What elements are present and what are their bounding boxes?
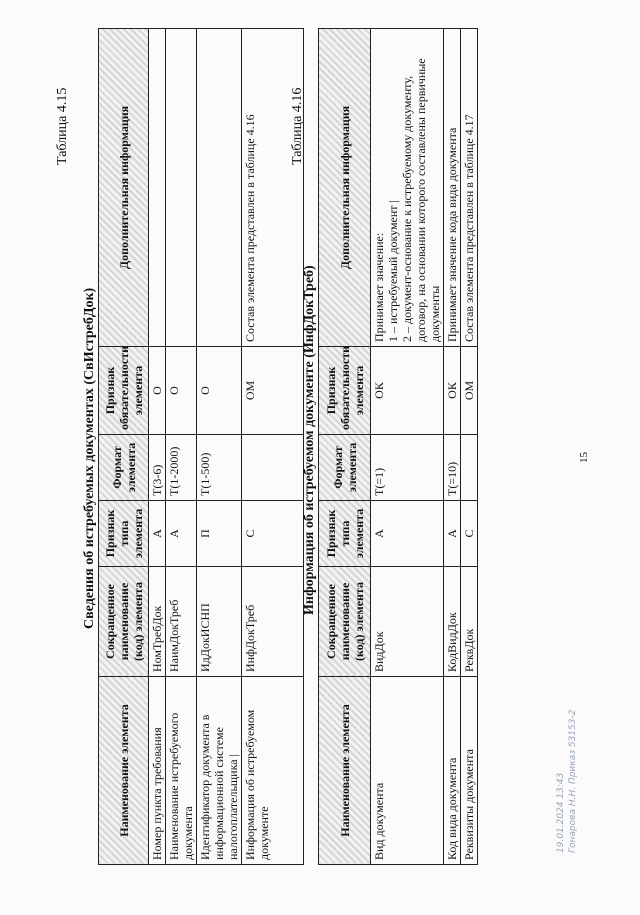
table-cell bbox=[166, 29, 197, 347]
table-416-title: Информация об истребуемом документе (ИнфДокТреб) bbox=[302, 265, 317, 615]
table-cell: ИнфДокТреб bbox=[242, 567, 304, 677]
table-cell bbox=[197, 29, 242, 347]
page-number: 15 bbox=[578, 452, 590, 463]
table-row bbox=[371, 29, 444, 865]
table-row bbox=[166, 29, 197, 865]
table-cell: ОМ bbox=[242, 347, 304, 435]
table-cell: Принимает значение: 1 – истребуемый документ | 2 – документ-основание к истребуемому документу, договор, на основании которого составлены первичные документы bbox=[371, 29, 444, 347]
table-415-header-cell: Дополнительная информация bbox=[99, 29, 149, 347]
table-row bbox=[444, 29, 461, 865]
table-415-caption: Таблица 4.15 bbox=[55, 87, 70, 165]
table-cell: Состав элемента представлен в таблице 4.16 bbox=[242, 29, 304, 347]
table-row bbox=[197, 29, 242, 865]
table-cell: А bbox=[444, 501, 461, 567]
table-cell: А bbox=[149, 501, 166, 567]
table-416-header-cell: Признак типа элемента bbox=[319, 501, 371, 567]
table-415-header-cell: Формат элемента bbox=[99, 435, 149, 501]
table-cell: П bbox=[197, 501, 242, 567]
table-416-header-cell: Формат элемента bbox=[319, 435, 371, 501]
table-416-header-cell: Наименование элемента bbox=[319, 677, 371, 865]
table-cell: Реквизиты документа bbox=[461, 677, 478, 865]
table-415-header-cell: Наименование элемента bbox=[99, 677, 149, 865]
table-cell: С bbox=[461, 501, 478, 567]
table-cell: Номер пункта требования bbox=[149, 677, 166, 865]
table-415-header-cell: Признак типа элемента bbox=[99, 501, 149, 567]
table-415-header-cell: Признак обязательности элемента bbox=[99, 347, 149, 435]
table-cell: Вид документа bbox=[371, 677, 444, 865]
table-cell bbox=[461, 435, 478, 501]
table-416-caption: Таблица 4.16 bbox=[290, 87, 305, 165]
table-cell: РеквДок bbox=[461, 567, 478, 677]
table-cell: ИдДокИСНП bbox=[197, 567, 242, 677]
table-cell: Наименование истребуемого документа bbox=[166, 677, 197, 865]
table-415-header-cell: Сокращенное наименование (код) элемента bbox=[99, 567, 149, 677]
table-cell: Информация об истребуемом документе bbox=[242, 677, 304, 865]
table-cell: О bbox=[149, 347, 166, 435]
table-cell: ОК bbox=[444, 347, 461, 435]
signature-stamp-date: 19.01.2024 13:43 bbox=[556, 772, 566, 853]
table-415 bbox=[98, 28, 304, 865]
table-cell: T(1-2000) bbox=[166, 435, 197, 501]
table-cell: А bbox=[166, 501, 197, 567]
table-cell: С bbox=[242, 501, 304, 567]
table-cell: А bbox=[371, 501, 444, 567]
table-cell: T(=1) bbox=[371, 435, 444, 501]
table-cell: ОМ bbox=[461, 347, 478, 435]
table-415-title: Сведения об истребуемых документах (СвИстребДок) bbox=[82, 287, 97, 629]
signature-stamp-name: Гонарова Н.Н. Приказ 53153-2 bbox=[568, 709, 578, 853]
table-cell: ВидДок bbox=[371, 567, 444, 677]
table-cell: О bbox=[166, 347, 197, 435]
table-cell: О bbox=[197, 347, 242, 435]
table-cell bbox=[242, 435, 304, 501]
table-cell: Идентификатор документа в информационной системе налогоплательщика | bbox=[197, 677, 242, 865]
table-416 bbox=[318, 28, 478, 865]
table-row bbox=[461, 29, 478, 865]
table-cell: T(=10) bbox=[444, 435, 461, 501]
table-row bbox=[149, 29, 166, 865]
table-cell: Состав элемента представлен в таблице 4.17 bbox=[461, 29, 478, 347]
table-416-header-cell: Признак обязательности элемента bbox=[319, 347, 371, 435]
table-cell: T(1-500) bbox=[197, 435, 242, 501]
table-cell: НаимДокТреб bbox=[166, 567, 197, 677]
table-cell: НомТребДок bbox=[149, 567, 166, 677]
table-416-header-cell: Сокращенное наименование (код) элемента bbox=[319, 567, 371, 677]
table-416-header-cell: Дополнительная информация bbox=[319, 29, 371, 347]
table-cell: Принимает значение кода вида документа bbox=[444, 29, 461, 347]
table-cell: Код вида документа bbox=[444, 677, 461, 865]
table-cell: КодВидДок bbox=[444, 567, 461, 677]
table-cell: T(3-6) bbox=[149, 435, 166, 501]
table-cell: ОК bbox=[371, 347, 444, 435]
table-cell bbox=[149, 29, 166, 347]
